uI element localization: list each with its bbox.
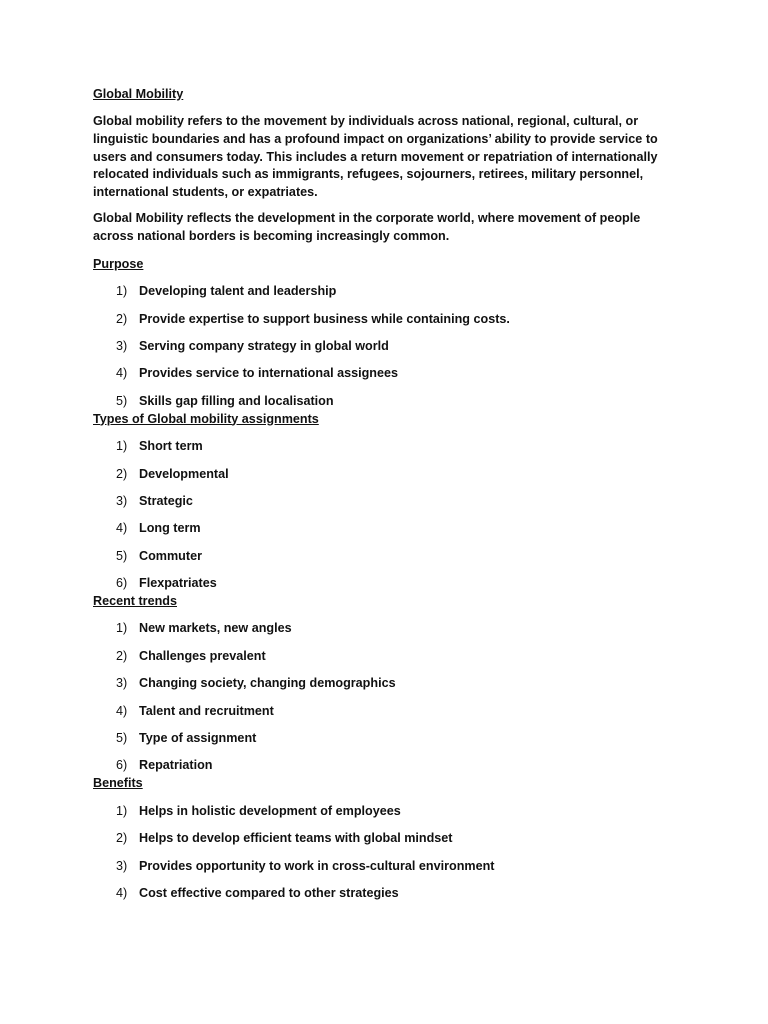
- item-number: 4): [116, 703, 128, 718]
- item-text: Repatriation: [139, 758, 213, 773]
- document-title: Global Mobility: [93, 87, 184, 101]
- development-paragraph: Global Mobility reflects the development in the corporate world, where movement of people across national borders is becoming increasingly common.: [93, 210, 641, 243]
- item-number: 1): [116, 439, 128, 454]
- item-text: Helps to develop efficient teams with global mindset: [139, 831, 453, 846]
- item-number: 3): [116, 338, 128, 353]
- list-item: [93, 301, 673, 328]
- item-number: 3): [116, 676, 128, 691]
- item-text: Type of assignment: [139, 731, 257, 746]
- list-item: [93, 483, 673, 510]
- list-item: [93, 848, 673, 875]
- item-text: New markets, new angles: [139, 621, 292, 636]
- item-text: Long term: [139, 521, 201, 536]
- item-number: 4): [116, 521, 128, 536]
- list-item: [93, 793, 673, 820]
- list-item: [93, 638, 673, 665]
- list-item: [93, 666, 673, 693]
- list-item: [93, 538, 673, 565]
- benefits-list: [93, 793, 673, 903]
- item-number: 1): [116, 621, 128, 636]
- purpose-list: [93, 274, 673, 411]
- intro-paragraph: Global mobility refers to the movement by individuals across national, regional, cultural, or linguistic boundaries and has a profound impact on organizations’ ability to provide service to users and consumers today. This includes a return movement or repatriation of internationally relocated individuals such as immigrants, refugees, sojourners, retirees, military personnel, international students, or expatriates.: [93, 114, 658, 200]
- item-number: 4): [116, 366, 128, 381]
- list-item: [93, 565, 673, 592]
- item-number: 4): [116, 885, 128, 900]
- trends-list: [93, 611, 673, 775]
- item-text: Provides service to international assignees: [139, 366, 398, 381]
- list-item: [93, 511, 673, 538]
- item-number: 2): [116, 311, 128, 326]
- trends-heading: Recent trends: [93, 593, 177, 608]
- item-text: Provides opportunity to work in cross-cultural environment: [139, 858, 495, 873]
- item-number: 5): [116, 393, 128, 408]
- item-text: Developmental: [139, 466, 229, 481]
- item-text: Helps in holistic development of employees: [139, 803, 401, 818]
- list-item: [93, 274, 673, 301]
- item-text: Short term: [139, 439, 203, 454]
- list-item: [93, 720, 673, 747]
- list-item: [93, 611, 673, 638]
- item-number: 6): [116, 576, 128, 591]
- item-number: 3): [116, 858, 128, 873]
- item-text: Changing society, changing demographics: [139, 676, 396, 691]
- item-text: Provide expertise to support business while containing costs.: [139, 311, 510, 326]
- types-heading: Types of Global mobility assignments: [93, 411, 319, 426]
- document-page: [93, 86, 673, 903]
- list-item: [93, 356, 673, 383]
- list-item: [93, 429, 673, 456]
- item-number: 6): [116, 758, 128, 773]
- item-number: 1): [116, 803, 128, 818]
- types-list: [93, 429, 673, 593]
- list-item: [93, 328, 673, 355]
- item-text: Strategic: [139, 493, 193, 508]
- item-text: Talent and recruitment: [139, 703, 274, 718]
- item-number: 2): [116, 648, 128, 663]
- item-number: 2): [116, 466, 128, 481]
- item-number: 3): [116, 493, 128, 508]
- list-item: [93, 821, 673, 848]
- item-number: 5): [116, 548, 128, 563]
- purpose-heading: Purpose: [93, 256, 144, 271]
- item-text: Developing talent and leadership: [139, 284, 337, 299]
- item-text: Commuter: [139, 548, 202, 563]
- list-item: [93, 456, 673, 483]
- list-item: [93, 748, 673, 775]
- item-text: Cost effective compared to other strategies: [139, 885, 399, 900]
- item-number: 2): [116, 831, 128, 846]
- benefits-heading: Benefits: [93, 776, 143, 791]
- item-number: 5): [116, 731, 128, 746]
- item-text: Flexpatriates: [139, 576, 217, 591]
- list-item: [93, 383, 673, 410]
- item-number: 1): [116, 284, 128, 299]
- list-item: [93, 875, 673, 902]
- item-text: Skills gap filling and localisation: [139, 393, 334, 408]
- item-text: Serving company strategy in global world: [139, 338, 389, 353]
- list-item: [93, 693, 673, 720]
- item-text: Challenges prevalent: [139, 648, 266, 663]
